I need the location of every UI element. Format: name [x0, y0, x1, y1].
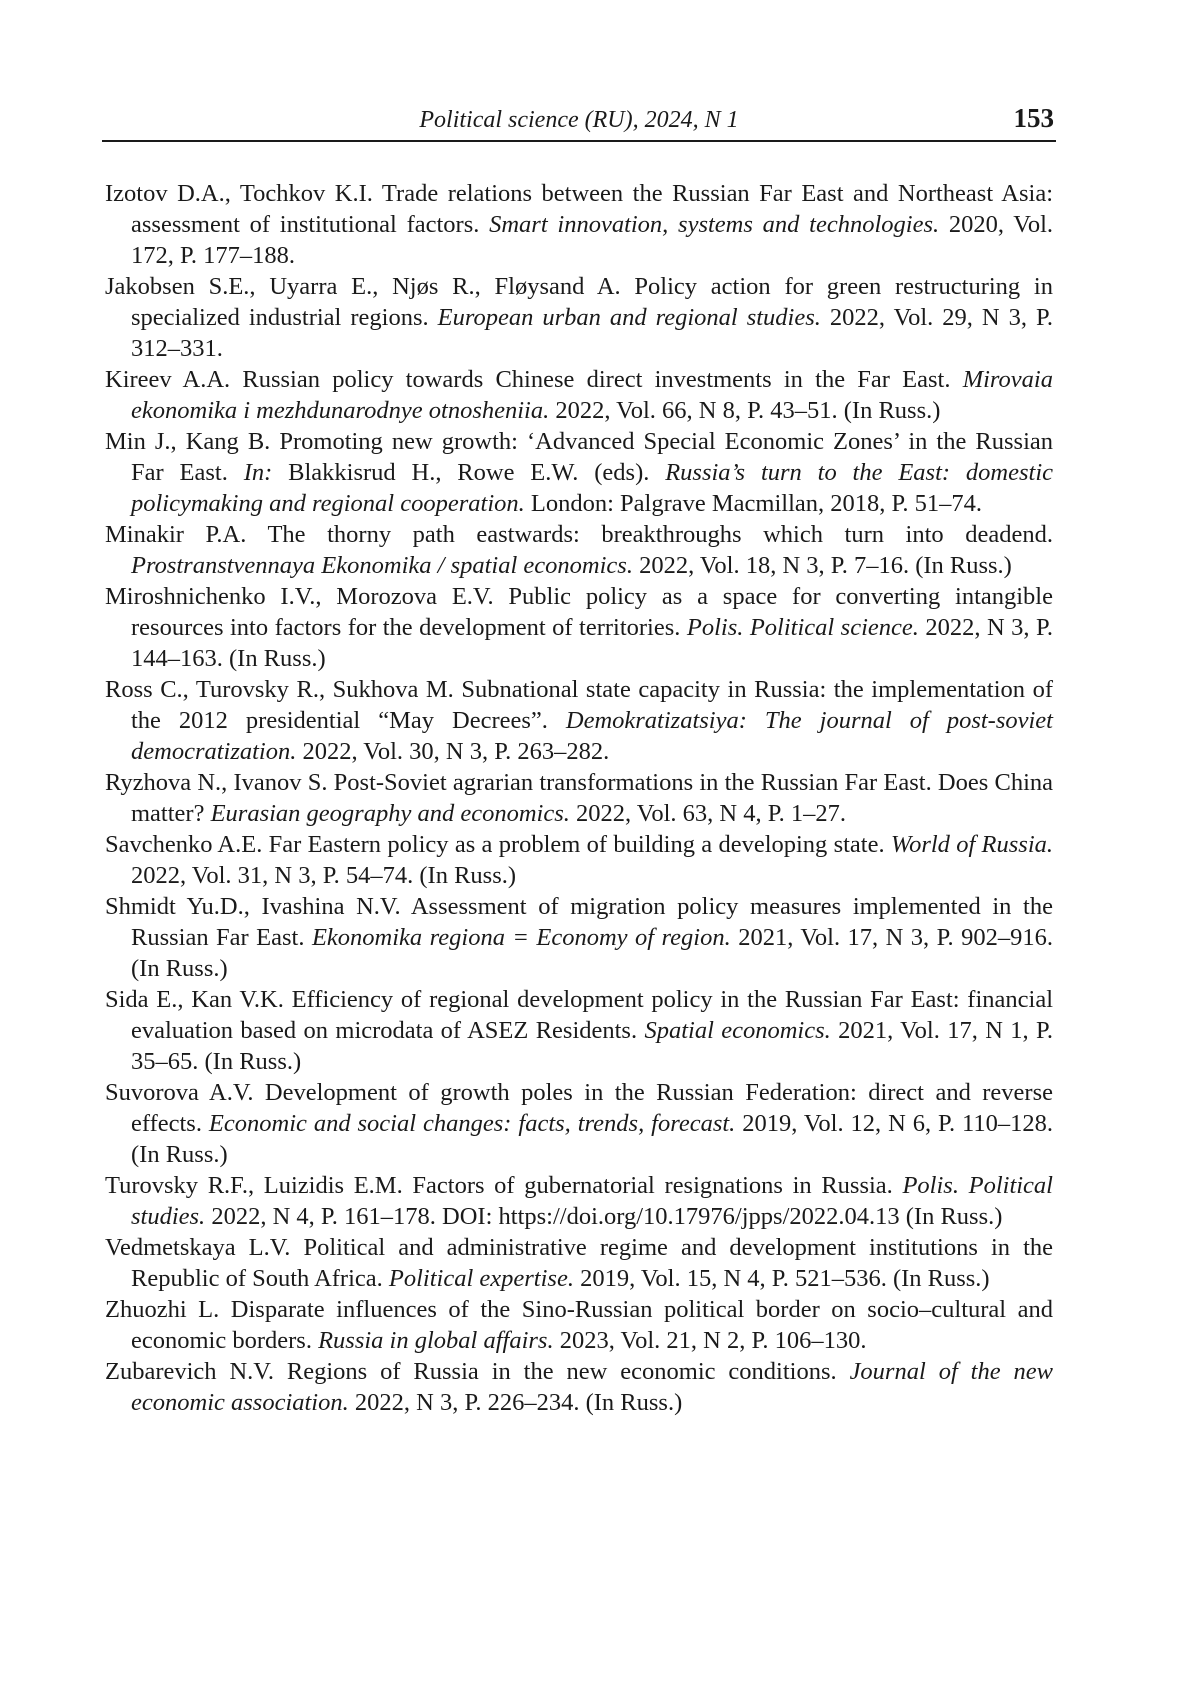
reference-item: Savchenko A.E. Far Eastern policy as a problem of building a developing state. World of Russia. 2022, Vol. 31, N 3, P. 54–74. (In Russ.) [105, 829, 1053, 891]
reference-item: Miroshnichenko I.V., Morozova E.V. Public policy as a space for converting intangible resources into factors for the development of territories. Polis. Political science. 2022, N 3, P. 144–163. (In Russ.) [105, 581, 1053, 674]
running-header [102, 102, 1056, 142]
reference-item: Zubarevich N.V. Regions of Russia in the new economic conditions. Journal of the new economic association. 2022, N 3, P. 226–234. (In Russ.) [105, 1356, 1053, 1418]
reference-item: Zhuozhi L. Disparate influences of the Sino-Russian political border on socio–cultural and economic borders. Russia in global affairs. 2023, Vol. 21, N 2, P. 106–130. [105, 1294, 1053, 1356]
reference-list [105, 178, 1053, 1418]
reference-item: Ross C., Turovsky R., Sukhova M. Subnational state capacity in Russia: the implementation of the 2012 presidential “May Decrees”. Demokratizatsiya: The journal of post-soviet democratization. 2022, Vol. 30, N 3, P. 263–282. [105, 674, 1053, 767]
reference-item: Min J., Kang B. Promoting new growth: ‘Advanced Special Economic Zones’ in the Russian Far East. In: Blakkisrud H., Rowe E.W. (eds). Russia’s turn to the East: domestic policymaking and regional cooperation. London: Palgrave Macmillan, 2018, P. 51–74. [105, 426, 1053, 519]
journal-page [0, 0, 1200, 1706]
reference-item: Vedmetskaya L.V. Political and administrative regime and development institutions in the Republic of South Africa. Political expertise. 2019, Vol. 15, N 4, P. 521–536. (In Russ.) [105, 1232, 1053, 1294]
reference-item: Shmidt Yu.D., Ivashina N.V. Assessment of migration policy measures implemented in the Russian Far East. Ekonomika regiona = Economy of region. 2021, Vol. 17, N 3, P. 902–916. (In Russ.) [105, 891, 1053, 984]
reference-item: Kireev A.A. Russian policy towards Chinese direct investments in the Far East. Mirovaia ekonomika i mezhdunarodnye otnosheniia. 2022, Vol. 66, N 8, P. 43–51. (In Russ.) [105, 364, 1053, 426]
reference-item: Sida E., Kan V.K. Efficiency of regional development policy in the Russian Far East: financial evaluation based on microdata of ASEZ Residents. Spatial economics. 2021, Vol. 17, N 1, P. 35–65. (In Russ.) [105, 984, 1053, 1077]
page-number: 153 [1014, 103, 1055, 133]
reference-item: Minakir P.A. The thorny path eastwards: breakthroughs which turn into deadend. Prostranstvennaya Ekonomika / spatial economics. 2022, Vol. 18, N 3, P. 7–16. (In Russ.) [105, 519, 1053, 581]
reference-item: Jakobsen S.E., Uyarra E., Njøs R., Fløysand A. Policy action for green restructuring in specialized industrial regions. European urban and regional studies. 2022, Vol. 29, N 3, P. 312–331. [105, 271, 1053, 364]
reference-item: Izotov D.A., Tochkov K.I. Trade relations between the Russian Far East and Northeast Asia: assessment of institutional factors. Smart innovation, systems and technologies. 2020, Vol. 172, P. 177–188. [105, 178, 1053, 271]
reference-item: Ryzhova N., Ivanov S. Post-Soviet agrarian transformations in the Russian Far East. Does China matter? Eurasian geography and economics. 2022, Vol. 63, N 4, P. 1–27. [105, 767, 1053, 829]
reference-item: Turovsky R.F., Luizidis E.M. Factors of gubernatorial resignations in Russia. Polis. Political studies. 2022, N 4, P. 161–178. DOI: https://doi.org/10.17976/jpps/2022.04.13 (In Russ.) [105, 1170, 1053, 1232]
journal-title: Political science (RU), 2024, N 1 [102, 106, 1056, 134]
reference-item: Suvorova A.V. Development of growth poles in the Russian Federation: direct and reverse effects. Economic and social changes: facts, trends, forecast. 2019, Vol. 12, N 6, P. 110–128. (In Russ.) [105, 1077, 1053, 1170]
